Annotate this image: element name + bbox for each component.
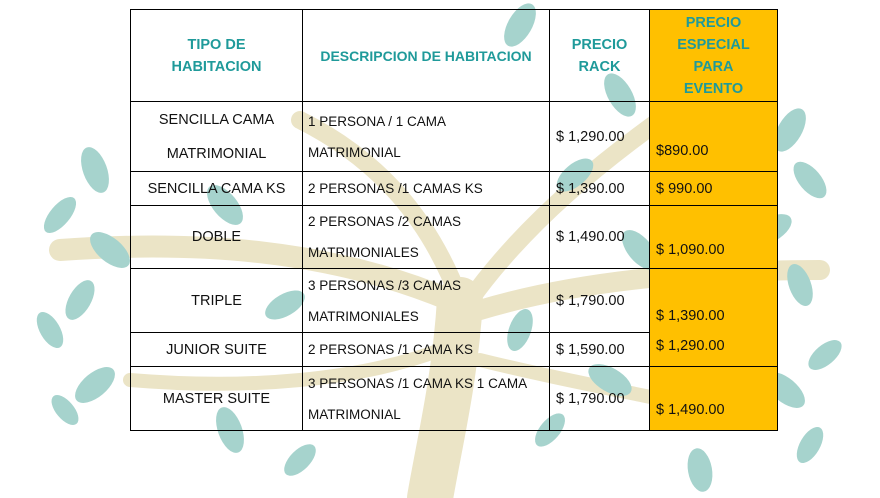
room-type-cell: SENCILLA CAMA KS	[131, 172, 303, 206]
rack-price-cell: $ 1,790.00	[550, 367, 650, 431]
special-price-value: $ 1,490.00	[656, 402, 725, 418]
special-price-value: $ 1,290.00	[656, 338, 725, 354]
rack-price-cell: $ 1,390.00	[550, 172, 650, 206]
description-cell	[303, 367, 550, 431]
table-row	[131, 102, 778, 172]
special-price-cell: $ 990.00	[650, 172, 778, 206]
leaf	[279, 439, 321, 481]
description-cell	[303, 269, 550, 333]
leaf	[791, 423, 828, 468]
description-line: 3 PERSONAS /3 CAMAS	[308, 277, 462, 293]
header-rack-price: PRECIO RACK	[550, 10, 650, 102]
leaf	[787, 156, 832, 204]
leaf	[684, 446, 715, 493]
special-price-value: $ 1,390.00	[656, 308, 725, 324]
room-type-cell: DOBLE	[131, 206, 303, 269]
special-price-cell	[650, 367, 778, 431]
table-row	[131, 367, 778, 431]
rack-price-cell: $ 1,590.00	[550, 333, 650, 367]
description-line: 2 PERSONAS /2 CAMAS	[308, 214, 462, 229]
description-line: 3 PERSONAS /1 CAMA KS 1 CAMA	[308, 375, 528, 391]
leaf	[59, 275, 100, 324]
special-price-cell	[650, 206, 778, 269]
leaf	[76, 143, 115, 196]
rack-price-cell: $ 1,490.00	[550, 206, 650, 269]
special-price-cell	[650, 269, 778, 367]
room-type-line: SENCILLA CAMA	[158, 111, 275, 128]
rack-price-cell: $ 1,290.00	[550, 102, 650, 172]
table-row	[131, 269, 778, 333]
room-type-cell	[131, 102, 303, 172]
table-row	[131, 206, 778, 269]
special-price-value: $ 1,090.00	[656, 242, 725, 258]
description-line: MATRIMONIAL	[308, 144, 401, 160]
room-type-cell: TRIPLE	[131, 269, 303, 333]
special-price-value: $890.00	[656, 143, 709, 159]
table-row	[131, 172, 778, 206]
price-table-wrapper	[130, 9, 777, 431]
description-line: MATRIMONIAL	[308, 406, 401, 422]
description-line: MATRIMONIALES	[308, 245, 419, 260]
description-cell: 2 PERSONAS /1 CAMAS KS	[303, 172, 550, 206]
leaf	[803, 334, 846, 375]
room-type-cell: MASTER SUITE	[131, 367, 303, 431]
header-description: DESCRIPCION DE HABITACION	[303, 10, 550, 102]
room-type-cell: JUNIOR SUITE	[131, 333, 303, 367]
description-cell: 2 PERSONAS /1 CAMA KS	[303, 333, 550, 367]
description-cell	[303, 206, 550, 269]
description-line: MATRIMONIALES	[308, 308, 419, 324]
header-special-price: PRECIO ESPECIAL PARA EVENTO	[650, 10, 778, 102]
description-cell	[303, 102, 550, 172]
header-row	[131, 10, 778, 102]
leaf	[31, 308, 68, 353]
leaf	[38, 192, 82, 239]
rack-price-cell: $ 1,790.00	[550, 269, 650, 333]
price-table	[130, 9, 778, 431]
room-type-line: MATRIMONIAL	[166, 145, 267, 162]
special-price-cell	[650, 102, 778, 172]
description-line: 1 PERSONA / 1 CAMA	[308, 113, 447, 129]
leaf	[69, 360, 121, 409]
header-room-type: TIPO DE HABITACION	[131, 10, 303, 102]
